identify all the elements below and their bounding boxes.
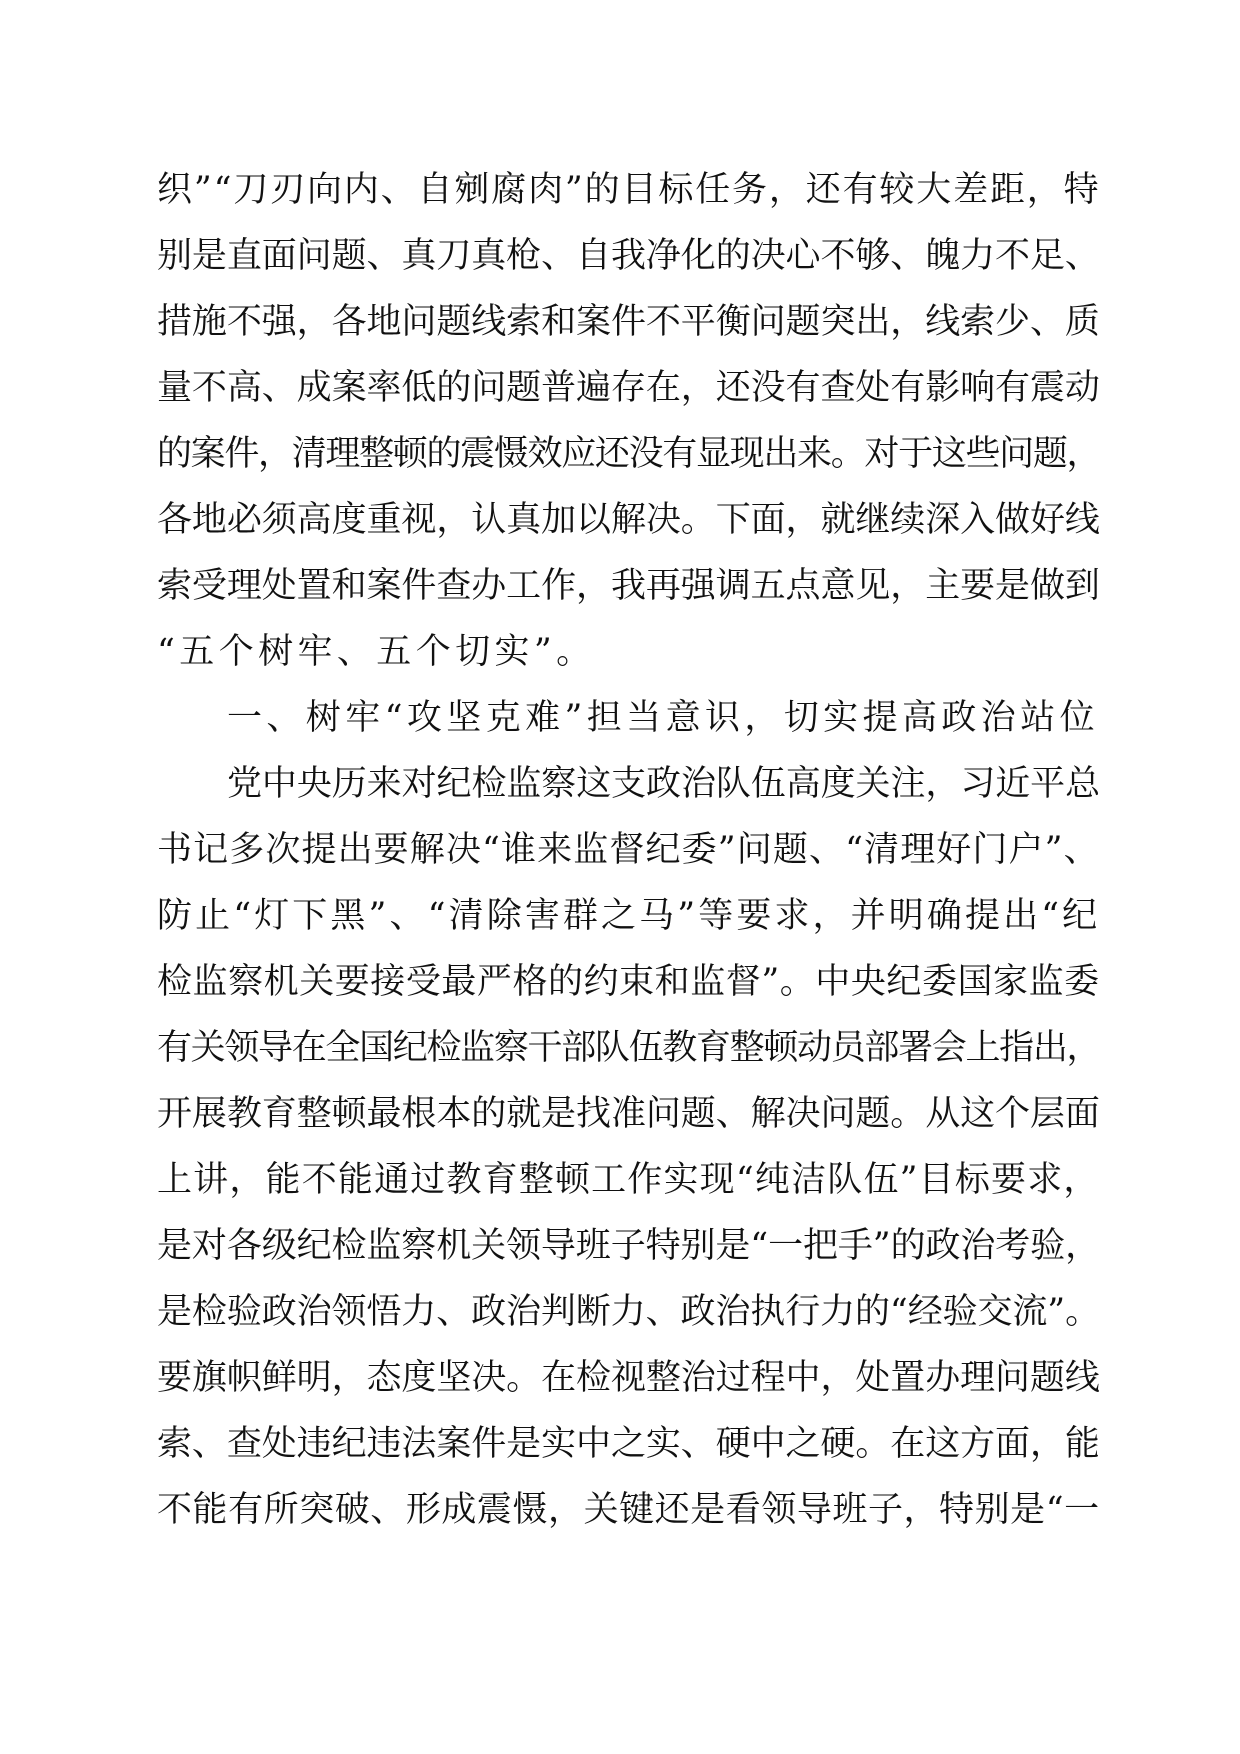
text-line: 要旗帜鲜明，态度坚决。在检视整治过程中，处置办理问题线 [157, 1358, 1100, 1398]
text-line: “五个树牢、五个切实”。 [157, 632, 596, 672]
text-line: 索、查处违纪违法案件是实中之实、硬中之硬。在这方面，能 [157, 1424, 1100, 1464]
text-line: 开展教育整顿最根本的就是找准问题、解决问题。从这个层面 [157, 1094, 1100, 1134]
text-line: 有关领导在全国纪检监察干部队伍教育整顿动员部署会上指出， [157, 1028, 1101, 1068]
paragraph-start-line: 党中央历来对纪检监察这支政治队伍高度关注，习近平总 [227, 764, 1101, 804]
text-line: 是检验政治领悟力、政治判断力、政治执行力的“经验交流”。 [157, 1292, 1100, 1332]
text-line: 书记多次提出要解决“谁来监督纪委”问题、“清理好门户”、 [157, 830, 1100, 870]
text-line: 量不高、成案率低的问题普遍存在，还没有查处有影响有震动 [157, 368, 1100, 408]
text-line: 索受理处置和案件查办工作，我再强调五点意见，主要是做到 [157, 566, 1100, 606]
text-line: 别是直面问题、真刀真枪、自我净化的决心不够、魄力不足、 [157, 236, 1100, 276]
text-line: 上讲，能不能通过教育整顿工作实现“纯洁队伍”目标要求， [157, 1160, 1100, 1200]
text-line: 不能有所突破、形成震慑，关键还是看领导班子，特别是“一 [157, 1490, 1100, 1530]
text-line: 各地必须高度重视，认真加以解决。下面，就继续深入做好线 [157, 500, 1100, 540]
text-line: 防止“灯下黑”、“清除害群之马”等要求，并明确提出“纪 [157, 896, 1101, 936]
text-line: 措施不强，各地问题线索和案件不平衡问题突出，线索少、质 [157, 302, 1100, 342]
text-line: 是对各级纪检监察机关领导班子特别是“一把手”的政治考验， [157, 1226, 1100, 1266]
text-line: 的案件，清理整顿的震慑效应还没有显现出来。对于这些问题， [157, 434, 1101, 474]
text-line: 织”“刀刃向内、自剜腐肉”的目标任务，还有较大差距，特 [157, 170, 1101, 210]
text-line: 检监察机关要接受最严格的约束和监督”。中央纪委国家监委 [157, 962, 1100, 1002]
section-heading: 一、树牢“攻坚克难”担当意识，切实提高政治站位 [227, 698, 1099, 738]
